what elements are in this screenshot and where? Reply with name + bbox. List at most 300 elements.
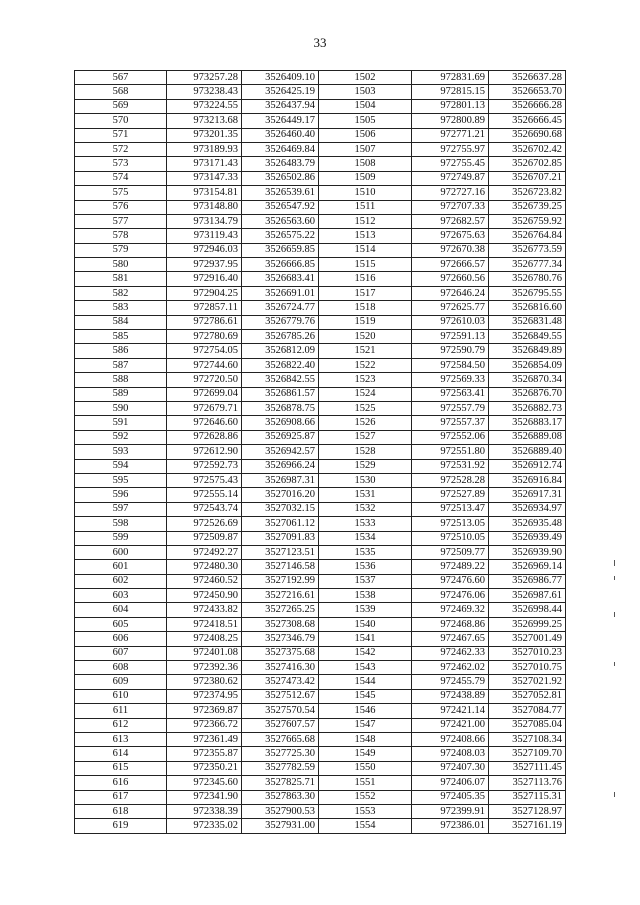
y-coordinate-cell: 3527265.25 [242, 603, 319, 617]
point-number-cell: 568 [75, 85, 167, 99]
table-row [75, 200, 566, 214]
x-coordinate-cell: 972355.87 [167, 747, 242, 761]
y-coordinate-cell: 3527782.59 [242, 761, 319, 775]
y-coordinate-cell: 3526812.09 [242, 344, 319, 358]
point-number-cell: 1503 [319, 85, 412, 99]
x-coordinate-cell: 972699.04 [167, 387, 242, 401]
point-number-cell: 1527 [319, 430, 412, 444]
table-row [75, 71, 566, 85]
point-number-cell: 1554 [319, 819, 412, 833]
table-row [75, 171, 566, 185]
table-row [75, 517, 566, 531]
point-number-cell: 1515 [319, 258, 412, 272]
y-coordinate-cell: 3526666.85 [242, 258, 319, 272]
point-number-cell: 600 [75, 545, 167, 559]
y-coordinate-cell: 3526849.55 [489, 330, 566, 344]
point-number-cell: 594 [75, 459, 167, 473]
x-coordinate-cell: 972675.63 [412, 229, 489, 243]
table-row [75, 214, 566, 228]
table-row [75, 229, 566, 243]
x-coordinate-cell: 972462.02 [412, 661, 489, 675]
x-coordinate-cell: 972670.38 [412, 243, 489, 257]
table-row [75, 128, 566, 142]
y-coordinate-cell: 3526876.70 [489, 387, 566, 401]
point-number-cell: 574 [75, 171, 167, 185]
point-number-cell: 1526 [319, 416, 412, 430]
x-coordinate-cell: 972720.50 [167, 373, 242, 387]
point-number-cell: 581 [75, 272, 167, 286]
x-coordinate-cell: 972460.52 [167, 574, 242, 588]
point-number-cell: 1548 [319, 732, 412, 746]
table-row [75, 531, 566, 545]
y-coordinate-cell: 3526912.74 [489, 459, 566, 473]
point-number-cell: 1521 [319, 344, 412, 358]
x-coordinate-cell: 972904.25 [167, 286, 242, 300]
y-coordinate-cell: 3527084.77 [489, 704, 566, 718]
y-coordinate-cell: 3526842.55 [242, 373, 319, 387]
point-number-cell: 597 [75, 502, 167, 516]
point-number-cell: 613 [75, 732, 167, 746]
x-coordinate-cell: 972584.50 [412, 358, 489, 372]
point-number-cell: 1530 [319, 473, 412, 487]
x-coordinate-cell: 972467.65 [412, 632, 489, 646]
x-coordinate-cell: 972526.69 [167, 517, 242, 531]
x-coordinate-cell: 972369.87 [167, 704, 242, 718]
y-coordinate-cell: 3527863.30 [242, 790, 319, 804]
y-coordinate-cell: 3527473.42 [242, 675, 319, 689]
point-number-cell: 572 [75, 142, 167, 156]
x-coordinate-cell: 972450.90 [167, 589, 242, 603]
point-number-cell: 1545 [319, 689, 412, 703]
x-coordinate-cell: 972476.60 [412, 574, 489, 588]
table-row [75, 416, 566, 430]
y-coordinate-cell: 3527032.15 [242, 502, 319, 516]
y-coordinate-cell: 3526934.97 [489, 502, 566, 516]
x-coordinate-cell: 972815.15 [412, 85, 489, 99]
point-number-cell: 1538 [319, 589, 412, 603]
x-coordinate-cell: 972513.47 [412, 502, 489, 516]
x-coordinate-cell: 972555.14 [167, 488, 242, 502]
y-coordinate-cell: 3526779.76 [242, 315, 319, 329]
point-number-cell: 596 [75, 488, 167, 502]
x-coordinate-cell: 972590.79 [412, 344, 489, 358]
y-coordinate-cell: 3527375.68 [242, 646, 319, 660]
y-coordinate-cell: 3527346.79 [242, 632, 319, 646]
y-coordinate-cell: 3526882.73 [489, 401, 566, 415]
y-coordinate-cell: 3526785.26 [242, 330, 319, 344]
y-coordinate-cell: 3526666.45 [489, 114, 566, 128]
point-number-cell: 1541 [319, 632, 412, 646]
table-row [75, 473, 566, 487]
point-number-cell: 602 [75, 574, 167, 588]
x-coordinate-cell: 972557.79 [412, 401, 489, 415]
y-coordinate-cell: 3526999.25 [489, 617, 566, 631]
x-coordinate-cell: 972528.28 [412, 473, 489, 487]
y-coordinate-cell: 3527085.04 [489, 718, 566, 732]
y-coordinate-cell: 3526822.40 [242, 358, 319, 372]
table-row [75, 114, 566, 128]
x-coordinate-cell: 972407.30 [412, 761, 489, 775]
x-coordinate-cell: 972755.45 [412, 157, 489, 171]
table-row [75, 272, 566, 286]
x-coordinate-cell: 972421.14 [412, 704, 489, 718]
y-coordinate-cell: 3527931.00 [242, 819, 319, 833]
point-number-cell: 617 [75, 790, 167, 804]
table-row [75, 646, 566, 660]
y-coordinate-cell: 3526780.76 [489, 272, 566, 286]
point-number-cell: 1528 [319, 445, 412, 459]
x-coordinate-cell: 973257.28 [167, 71, 242, 85]
y-coordinate-cell: 3526764.84 [489, 229, 566, 243]
x-coordinate-cell: 972646.60 [167, 416, 242, 430]
x-coordinate-cell: 973201.35 [167, 128, 242, 142]
table-row [75, 704, 566, 718]
y-coordinate-cell: 3526483.79 [242, 157, 319, 171]
x-coordinate-cell: 972660.56 [412, 272, 489, 286]
scan-mark [614, 792, 615, 797]
x-coordinate-cell: 972405.35 [412, 790, 489, 804]
x-coordinate-cell: 972557.37 [412, 416, 489, 430]
table-row [75, 675, 566, 689]
point-number-cell: 573 [75, 157, 167, 171]
y-coordinate-cell: 3526759.92 [489, 214, 566, 228]
point-number-cell: 601 [75, 560, 167, 574]
x-coordinate-cell: 972392.36 [167, 661, 242, 675]
point-number-cell: 1518 [319, 301, 412, 315]
x-coordinate-cell: 972754.05 [167, 344, 242, 358]
y-coordinate-cell: 3526889.40 [489, 445, 566, 459]
x-coordinate-cell: 973238.43 [167, 85, 242, 99]
point-number-cell: 567 [75, 71, 167, 85]
x-coordinate-cell: 972543.74 [167, 502, 242, 516]
table-row [75, 632, 566, 646]
y-coordinate-cell: 3527001.49 [489, 632, 566, 646]
x-coordinate-cell: 972433.82 [167, 603, 242, 617]
point-number-cell: 605 [75, 617, 167, 631]
y-coordinate-cell: 3526939.90 [489, 545, 566, 559]
scan-mark [614, 560, 615, 566]
point-number-cell: 1509 [319, 171, 412, 185]
x-coordinate-cell: 972744.60 [167, 358, 242, 372]
point-number-cell: 1543 [319, 661, 412, 675]
y-coordinate-cell: 3527825.71 [242, 776, 319, 790]
point-number-cell: 590 [75, 401, 167, 415]
x-coordinate-cell: 973148.80 [167, 200, 242, 214]
table-row [75, 387, 566, 401]
table-row [75, 258, 566, 272]
point-number-cell: 1537 [319, 574, 412, 588]
point-number-cell: 1553 [319, 804, 412, 818]
y-coordinate-cell: 3527161.19 [489, 819, 566, 833]
table-row [75, 804, 566, 818]
point-number-cell: 577 [75, 214, 167, 228]
y-coordinate-cell: 3526987.61 [489, 589, 566, 603]
point-number-cell: 1517 [319, 286, 412, 300]
x-coordinate-cell: 972666.57 [412, 258, 489, 272]
x-coordinate-cell: 973134.79 [167, 214, 242, 228]
table-row [75, 603, 566, 617]
table-row [75, 358, 566, 372]
point-number-cell: 570 [75, 114, 167, 128]
x-coordinate-cell: 972800.89 [412, 114, 489, 128]
y-coordinate-cell: 3526861.57 [242, 387, 319, 401]
x-coordinate-cell: 972801.13 [412, 99, 489, 113]
point-number-cell: 589 [75, 387, 167, 401]
x-coordinate-cell: 972476.06 [412, 589, 489, 603]
x-coordinate-cell: 972345.60 [167, 776, 242, 790]
point-number-cell: 616 [75, 776, 167, 790]
table-row [75, 661, 566, 675]
y-coordinate-cell: 3526437.94 [242, 99, 319, 113]
point-number-cell: 615 [75, 761, 167, 775]
y-coordinate-cell: 3527091.83 [242, 531, 319, 545]
x-coordinate-cell: 972480.30 [167, 560, 242, 574]
y-coordinate-cell: 3527725.30 [242, 747, 319, 761]
x-coordinate-cell: 972462.33 [412, 646, 489, 660]
point-number-cell: 1505 [319, 114, 412, 128]
point-number-cell: 610 [75, 689, 167, 703]
y-coordinate-cell: 3526878.75 [242, 401, 319, 415]
point-number-cell: 598 [75, 517, 167, 531]
y-coordinate-cell: 3527216.61 [242, 589, 319, 603]
y-coordinate-cell: 3526724.77 [242, 301, 319, 315]
table-row [75, 243, 566, 257]
point-number-cell: 591 [75, 416, 167, 430]
x-coordinate-cell: 972374.95 [167, 689, 242, 703]
x-coordinate-cell: 972612.90 [167, 445, 242, 459]
x-coordinate-cell: 972755.97 [412, 142, 489, 156]
point-number-cell: 1513 [319, 229, 412, 243]
x-coordinate-cell: 972628.86 [167, 430, 242, 444]
y-coordinate-cell: 3527016.20 [242, 488, 319, 502]
point-number-cell: 586 [75, 344, 167, 358]
y-coordinate-cell: 3527010.75 [489, 661, 566, 675]
x-coordinate-cell: 972386.01 [412, 819, 489, 833]
x-coordinate-cell: 972727.16 [412, 186, 489, 200]
y-coordinate-cell: 3527512.67 [242, 689, 319, 703]
coordinates-table-body [75, 71, 566, 834]
x-coordinate-cell: 972510.05 [412, 531, 489, 545]
y-coordinate-cell: 3526925.87 [242, 430, 319, 444]
y-coordinate-cell: 3526777.34 [489, 258, 566, 272]
x-coordinate-cell: 972408.25 [167, 632, 242, 646]
x-coordinate-cell: 972780.69 [167, 330, 242, 344]
table-row [75, 157, 566, 171]
y-coordinate-cell: 3526816.60 [489, 301, 566, 315]
point-number-cell: 603 [75, 589, 167, 603]
table-row [75, 430, 566, 444]
x-coordinate-cell: 973213.68 [167, 114, 242, 128]
point-number-cell: 1524 [319, 387, 412, 401]
y-coordinate-cell: 3527416.30 [242, 661, 319, 675]
x-coordinate-cell: 972575.43 [167, 473, 242, 487]
point-number-cell: 606 [75, 632, 167, 646]
y-coordinate-cell: 3526795.55 [489, 286, 566, 300]
y-coordinate-cell: 3526883.17 [489, 416, 566, 430]
point-number-cell: 579 [75, 243, 167, 257]
point-number-cell: 1539 [319, 603, 412, 617]
point-number-cell: 618 [75, 804, 167, 818]
y-coordinate-cell: 3526916.84 [489, 473, 566, 487]
x-coordinate-cell: 972418.51 [167, 617, 242, 631]
point-number-cell: 1552 [319, 790, 412, 804]
y-coordinate-cell: 3527010.23 [489, 646, 566, 660]
table-row [75, 186, 566, 200]
y-coordinate-cell: 3527115.31 [489, 790, 566, 804]
table-row [75, 502, 566, 516]
x-coordinate-cell: 973171.43 [167, 157, 242, 171]
x-coordinate-cell: 972591.13 [412, 330, 489, 344]
y-coordinate-cell: 3526702.85 [489, 157, 566, 171]
y-coordinate-cell: 3526637.28 [489, 71, 566, 85]
y-coordinate-cell: 3526773.59 [489, 243, 566, 257]
point-number-cell: 1531 [319, 488, 412, 502]
y-coordinate-cell: 3526723.82 [489, 186, 566, 200]
x-coordinate-cell: 972937.95 [167, 258, 242, 272]
y-coordinate-cell: 3527123.51 [242, 545, 319, 559]
point-number-cell: 1523 [319, 373, 412, 387]
point-number-cell: 583 [75, 301, 167, 315]
point-number-cell: 604 [75, 603, 167, 617]
scan-mark [614, 576, 615, 580]
x-coordinate-cell: 972749.87 [412, 171, 489, 185]
point-number-cell: 1536 [319, 560, 412, 574]
y-coordinate-cell: 3526702.42 [489, 142, 566, 156]
x-coordinate-cell: 973224.55 [167, 99, 242, 113]
y-coordinate-cell: 3527308.68 [242, 617, 319, 631]
y-coordinate-cell: 3526666.28 [489, 99, 566, 113]
table-row [75, 85, 566, 99]
point-number-cell: 580 [75, 258, 167, 272]
y-coordinate-cell: 3526969.14 [489, 560, 566, 574]
y-coordinate-cell: 3526986.77 [489, 574, 566, 588]
point-number-cell: 593 [75, 445, 167, 459]
y-coordinate-cell: 3526547.92 [242, 200, 319, 214]
table-row [75, 330, 566, 344]
table-row [75, 459, 566, 473]
x-coordinate-cell: 972469.32 [412, 603, 489, 617]
y-coordinate-cell: 3526870.34 [489, 373, 566, 387]
table-row [75, 790, 566, 804]
y-coordinate-cell: 3526469.84 [242, 142, 319, 156]
point-number-cell: 569 [75, 99, 167, 113]
table-row [75, 819, 566, 833]
table-row [75, 301, 566, 315]
table-row [75, 344, 566, 358]
table-row [75, 574, 566, 588]
y-coordinate-cell: 3527109.70 [489, 747, 566, 761]
point-number-cell: 1520 [319, 330, 412, 344]
x-coordinate-cell: 972341.90 [167, 790, 242, 804]
x-coordinate-cell: 972492.27 [167, 545, 242, 559]
y-coordinate-cell: 3526575.22 [242, 229, 319, 243]
y-coordinate-cell: 3527052.81 [489, 689, 566, 703]
point-number-cell: 1551 [319, 776, 412, 790]
point-number-cell: 1506 [319, 128, 412, 142]
y-coordinate-cell: 3527900.53 [242, 804, 319, 818]
x-coordinate-cell: 973154.81 [167, 186, 242, 200]
y-coordinate-cell: 3527607.57 [242, 718, 319, 732]
table-row [75, 545, 566, 559]
y-coordinate-cell: 3526502.86 [242, 171, 319, 185]
table-row [75, 732, 566, 746]
y-coordinate-cell: 3526966.24 [242, 459, 319, 473]
scan-mark [614, 662, 615, 666]
table-row [75, 589, 566, 603]
table-row [75, 315, 566, 329]
y-coordinate-cell: 3526653.70 [489, 85, 566, 99]
point-number-cell: 575 [75, 186, 167, 200]
y-coordinate-cell: 3526849.89 [489, 344, 566, 358]
table-row [75, 488, 566, 502]
x-coordinate-cell: 972563.41 [412, 387, 489, 401]
point-number-cell: 1535 [319, 545, 412, 559]
point-number-cell: 1532 [319, 502, 412, 516]
scan-mark [614, 612, 615, 617]
table-row [75, 373, 566, 387]
point-number-cell: 578 [75, 229, 167, 243]
point-number-cell: 619 [75, 819, 167, 833]
y-coordinate-cell: 3526683.41 [242, 272, 319, 286]
y-coordinate-cell: 3526449.17 [242, 114, 319, 128]
point-number-cell: 1511 [319, 200, 412, 214]
coordinates-table [74, 70, 566, 834]
y-coordinate-cell: 3527128.97 [489, 804, 566, 818]
x-coordinate-cell: 972408.66 [412, 732, 489, 746]
point-number-cell: 1550 [319, 761, 412, 775]
x-coordinate-cell: 972569.33 [412, 373, 489, 387]
point-number-cell: 1525 [319, 401, 412, 415]
y-coordinate-cell: 3527146.58 [242, 560, 319, 574]
x-coordinate-cell: 972438.89 [412, 689, 489, 703]
point-number-cell: 1544 [319, 675, 412, 689]
x-coordinate-cell: 972831.69 [412, 71, 489, 85]
y-coordinate-cell: 3526942.57 [242, 445, 319, 459]
x-coordinate-cell: 972399.91 [412, 804, 489, 818]
point-number-cell: 1502 [319, 71, 412, 85]
point-number-cell: 1516 [319, 272, 412, 286]
point-number-cell: 609 [75, 675, 167, 689]
y-coordinate-cell: 3526935.48 [489, 517, 566, 531]
point-number-cell: 1514 [319, 243, 412, 257]
point-number-cell: 587 [75, 358, 167, 372]
x-coordinate-cell: 972610.03 [412, 315, 489, 329]
point-number-cell: 1504 [319, 99, 412, 113]
point-number-cell: 612 [75, 718, 167, 732]
point-number-cell: 584 [75, 315, 167, 329]
x-coordinate-cell: 972406.07 [412, 776, 489, 790]
x-coordinate-cell: 972625.77 [412, 301, 489, 315]
point-number-cell: 607 [75, 646, 167, 660]
x-coordinate-cell: 972421.00 [412, 718, 489, 732]
point-number-cell: 576 [75, 200, 167, 214]
x-coordinate-cell: 972679.71 [167, 401, 242, 415]
point-number-cell: 1549 [319, 747, 412, 761]
table-row [75, 776, 566, 790]
y-coordinate-cell: 3527192.99 [242, 574, 319, 588]
table-row [75, 445, 566, 459]
point-number-cell: 1542 [319, 646, 412, 660]
y-coordinate-cell: 3526539.61 [242, 186, 319, 200]
y-coordinate-cell: 3526409.10 [242, 71, 319, 85]
y-coordinate-cell: 3526690.68 [489, 128, 566, 142]
y-coordinate-cell: 3526659.85 [242, 243, 319, 257]
point-number-cell: 595 [75, 473, 167, 487]
y-coordinate-cell: 3526691.01 [242, 286, 319, 300]
x-coordinate-cell: 972509.87 [167, 531, 242, 545]
table-row [75, 560, 566, 574]
y-coordinate-cell: 3526854.09 [489, 358, 566, 372]
